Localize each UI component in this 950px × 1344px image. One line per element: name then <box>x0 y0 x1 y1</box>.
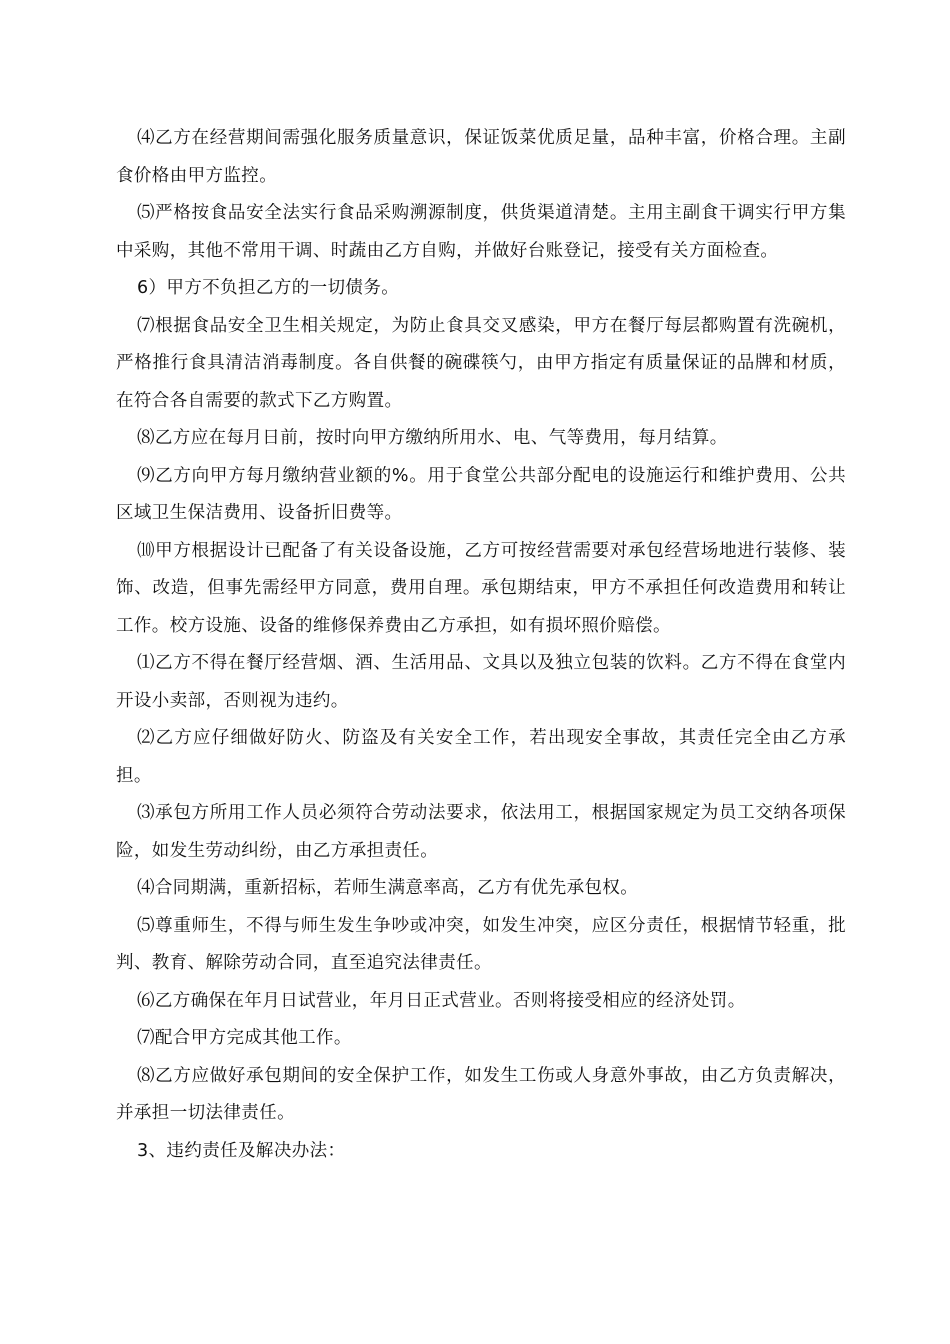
clause-paragraph: ⑺根据食品安全卫生相关规定，为防止食具交叉感染，甲方在餐厅每层都购置有洗碗机，严格推行食具清洁消毒制度。各自供餐的碗碟筷勺，由甲方指定有质量保证的品牌和材质，在符合各自需要的款式下乙方购置。 <box>116 315 846 411</box>
clause-paragraph: 6）甲方不负担乙方的一切债务。 <box>137 278 400 298</box>
clause-paragraph: ⑻乙方应在每月日前，按时向甲方缴纳所用水、电、气等费用，每月结算。 <box>137 428 728 448</box>
clause-paragraph: ⑷乙方在经营期间需强化服务质量意识，保证饭菜优质足量，品种丰富，价格合理。主副食价格由甲方监控。 <box>116 128 846 186</box>
clause-paragraph: ⑻乙方应做好承包期间的安全保护工作，如发生工伤或人身意外事故，由乙方负责解决，并承担一切法律责任。 <box>116 1065 846 1123</box>
clause-paragraph: ⑴乙方不得在餐厅经营烟、酒、生活用品、文具以及独立包装的饮料。乙方不得在食堂内开设小卖部，否则视为违约。 <box>116 653 846 711</box>
clause-paragraph: ⑹乙方确保在年月日试营业，年月日正式营业。否则将接受相应的经济处罚。 <box>137 990 746 1011</box>
section-heading: 3、违约责任及解决办法： <box>137 1140 346 1161</box>
clause-paragraph: ⑼乙方向甲方每月缴纳营业额的%。用于食堂公共部分配电的设施运行和维护费用、公共区域卫生保洁费用、设备折旧费等。 <box>116 465 846 523</box>
clause-paragraph: ⑸尊重师生，不得与师生发生争吵或冲突，如发生冲突，应区分责任，根据情节轻重，批判、教育、解除劳动合同，直至追究法律责任。 <box>116 915 846 973</box>
clause-paragraph: ⑸严格按食品安全法实行食品采购溯源制度，供货渠道清楚。主用主副食干调实行甲方集中采购，其他不常用干调、时蔬由乙方自购，并做好台账登记，接受有关方面检查。 <box>116 203 846 261</box>
clause-paragraph: ⑶承包方所用工作人员必须符合劳动法要求，依法用工，根据国家规定为员工交纳各项保险，如发生劳动纠纷，由乙方承担责任。 <box>116 803 846 861</box>
document-body <box>116 120 846 1170</box>
clause-paragraph: ⑽甲方根据设计已配备了有关设备设施，乙方可按经营需要对承包经营场地进行装修、装饰、改造，但事先需经甲方同意，费用自理。承包期结束，甲方不承担任何改造费用和转让工作。校方设施、设备的维修保养费由乙方承担，如有损坏照价赔偿。 <box>116 540 846 636</box>
clause-paragraph: ⑺配合甲方完成其他工作。 <box>137 1028 352 1048</box>
clause-paragraph: ⑵乙方应仔细做好防火、防盗及有关安全工作，若出现安全事故，其责任完全由乙方承担。 <box>116 728 846 786</box>
clause-paragraph: ⑷合同期满，重新招标，若师生满意率高，乙方有优先承包权。 <box>137 878 639 898</box>
